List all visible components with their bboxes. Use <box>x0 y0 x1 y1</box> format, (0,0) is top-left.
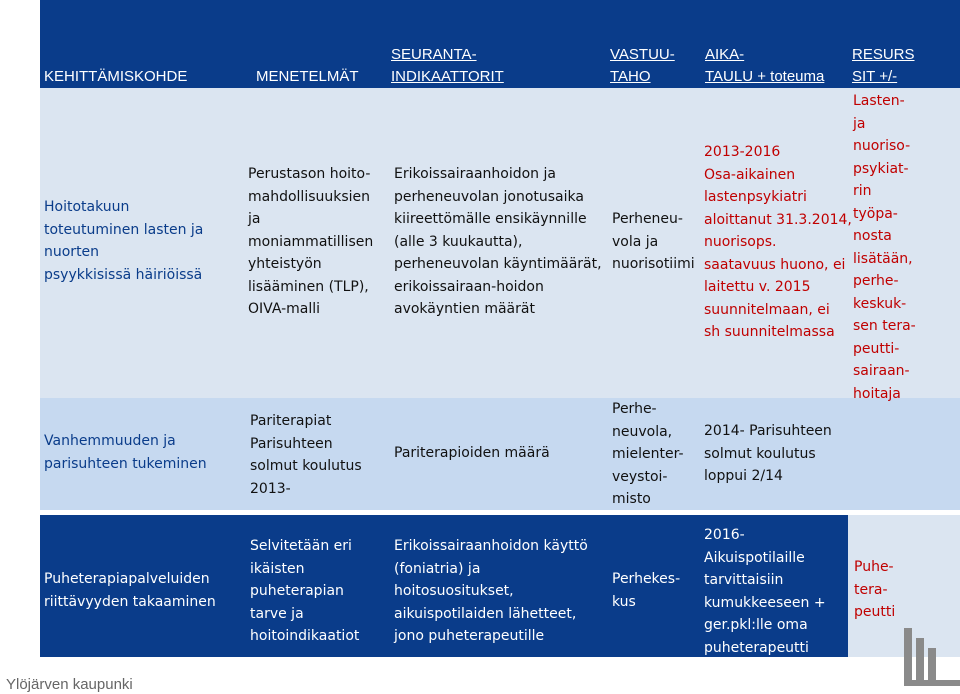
text-line: puheterapian <box>250 583 344 599</box>
text-line: tera- <box>854 581 888 598</box>
text-line: Perheneu- <box>612 211 683 227</box>
text-line: solmut koulutus <box>250 458 362 474</box>
text-line: KEHITTÄMISKOHDE <box>44 68 188 85</box>
text-line: mielenter- <box>612 446 684 462</box>
city-logo-icon <box>904 628 960 694</box>
text-line: Puhe- <box>854 559 894 575</box>
footer-organization: Ylöjärven kaupunki <box>6 676 133 693</box>
text-line: Pariterapioiden määrä <box>394 445 550 461</box>
text-line: suunnitelmaan, ei <box>704 301 830 318</box>
row1-responsible <box>612 208 695 276</box>
text-line: loppui 2/14 <box>704 468 783 484</box>
text-line: Osa-aikainen <box>704 166 796 183</box>
text-line: hoitosuositukset, <box>394 583 514 599</box>
text-line: nuorten <box>44 244 100 260</box>
text-line: lisätään, <box>853 250 913 267</box>
text-line: psykiat- <box>853 160 909 177</box>
row1-methods <box>248 163 373 321</box>
text-line: ja <box>853 115 866 132</box>
text-line: avokäyntien määrät <box>394 301 535 317</box>
text-line: misto <box>612 491 651 507</box>
row3-schedule <box>704 524 826 659</box>
text-line: aikuispotilaiden lähetteet, <box>394 605 577 622</box>
text-line: Vanhemmuuden ja <box>44 433 176 449</box>
row3-indicators <box>394 535 588 648</box>
text-line: (foniatria) ja <box>394 560 481 577</box>
text-line: riittävyyden takaaminen <box>44 593 216 610</box>
text-line: OIVA-malli <box>248 301 321 317</box>
text-line: 2016- <box>704 527 745 543</box>
text-line: SEURANTA- <box>391 46 477 63</box>
text-line: Lasten- <box>853 93 905 109</box>
row3-target <box>44 568 216 613</box>
text-line: perheneuvolan käyntimäärät, <box>394 256 602 272</box>
header-development-target <box>44 66 187 88</box>
text-line: tarvittaisiin <box>704 572 784 588</box>
text-line: puheterapeutti <box>704 639 809 656</box>
text-line: kiireettömälle ensikäynnille <box>394 211 587 227</box>
row3-resources <box>854 556 895 624</box>
text-line: sh suunnitelmassa <box>704 324 835 340</box>
text-line: 2013-2016 <box>704 144 781 160</box>
text-line: yhteistyön <box>248 256 322 272</box>
row2-methods <box>250 410 362 500</box>
text-line: (alle 3 kuukautta), <box>394 233 523 250</box>
text-line: solmut koulutus <box>704 445 816 462</box>
text-line: 2013- <box>250 480 291 497</box>
text-line: neuvola, <box>612 423 673 440</box>
text-line: Puheterapiapalveluiden <box>44 571 210 587</box>
text-line: nuoriso- <box>853 138 911 154</box>
text-line: perhe- <box>853 273 899 289</box>
row2-responsible <box>612 398 684 511</box>
text-line: veystoi- <box>612 468 668 485</box>
text-line: aloittanut 31.3.2014, <box>704 211 852 228</box>
text-line: vola ja <box>612 233 659 250</box>
row2-schedule <box>704 420 832 488</box>
text-line: TAHO <box>610 68 651 85</box>
text-line: sen tera- <box>853 318 916 334</box>
text-line: kus <box>612 593 636 610</box>
text-line: Perhekes- <box>612 571 681 587</box>
text-line: TAULU + toteuma <box>705 68 825 85</box>
text-line: jono puheterapeutille <box>394 628 545 644</box>
text-line: 2014- Parisuhteen <box>704 423 832 439</box>
text-line: Selvitetään eri <box>250 538 352 554</box>
text-line: SIT +/- <box>852 68 898 85</box>
text-line: laitettu v. 2015 <box>704 279 811 295</box>
text-line: sairaan- <box>853 363 910 379</box>
row2-target <box>44 430 207 475</box>
text-line: Erikoissairaanhoidon ja <box>394 166 556 182</box>
text-line: hoitaja <box>853 385 901 402</box>
text-line: nosta <box>853 228 892 244</box>
header-indicators <box>391 44 504 88</box>
header-schedule <box>705 44 824 88</box>
text-line: toteutuminen lasten ja <box>44 221 204 238</box>
text-line: erikoissairaan-hoidon <box>394 278 544 295</box>
text-line: tarve ja <box>250 605 304 622</box>
text-line: Parisuhteen <box>250 435 333 452</box>
text-line: parisuhteen tukeminen <box>44 455 207 472</box>
text-line: peutti- <box>853 340 900 357</box>
text-line: ja <box>248 211 261 227</box>
text-line: peutti <box>854 604 896 620</box>
text-line: perheneuvolan jonotusaika <box>394 188 584 205</box>
text-line: kumukkeeseen + <box>704 594 826 611</box>
text-line: Perhe- <box>612 401 657 417</box>
text-line: Erikoissairaanhoidon käyttö <box>394 538 588 554</box>
text-line: keskuk- <box>853 295 907 312</box>
row2-indicators <box>394 442 550 465</box>
text-line: ger.pkl:lle oma <box>704 617 808 633</box>
text-line: nuorisotiimi <box>612 256 695 272</box>
row3-methods <box>250 535 359 648</box>
text-line: hoitoindikaatiot <box>250 628 360 644</box>
text-line: Pariterapiat <box>250 413 332 429</box>
text-line: INDIKAATTORIT <box>391 68 504 85</box>
text-line: Perustason hoito- <box>248 166 371 182</box>
text-line: moniammatillisen <box>248 233 374 250</box>
header-methods <box>256 66 359 88</box>
text-line: nuorisops. <box>704 234 777 250</box>
text-line: saatavuus huono, ei <box>704 256 846 273</box>
text-line: lisääminen (TLP), <box>248 278 369 295</box>
text-line: RESURS <box>852 46 915 63</box>
text-line: VASTUU- <box>610 46 675 63</box>
text-line: rin <box>853 183 872 199</box>
text-line: MENETELMÄT <box>256 68 359 85</box>
row3-responsible <box>612 568 680 613</box>
row1-indicators <box>394 163 602 321</box>
text-line: ikäisten <box>250 560 305 577</box>
header-responsible <box>610 44 675 88</box>
row1-resources <box>853 90 916 405</box>
row1-schedule <box>704 141 852 344</box>
row1-target <box>44 196 203 286</box>
header-resources <box>852 44 915 88</box>
text-line: psyykkisissä häiriöissä <box>44 266 203 283</box>
text-line: AIKA- <box>705 46 745 63</box>
text-line: työpa- <box>853 205 898 222</box>
text-line: mahdollisuuksien <box>248 188 371 205</box>
text-line: Aikuispotilaille <box>704 549 805 566</box>
text-line: Hoitotakuun <box>44 199 130 215</box>
text-line: lastenpsykiatri <box>704 189 807 205</box>
